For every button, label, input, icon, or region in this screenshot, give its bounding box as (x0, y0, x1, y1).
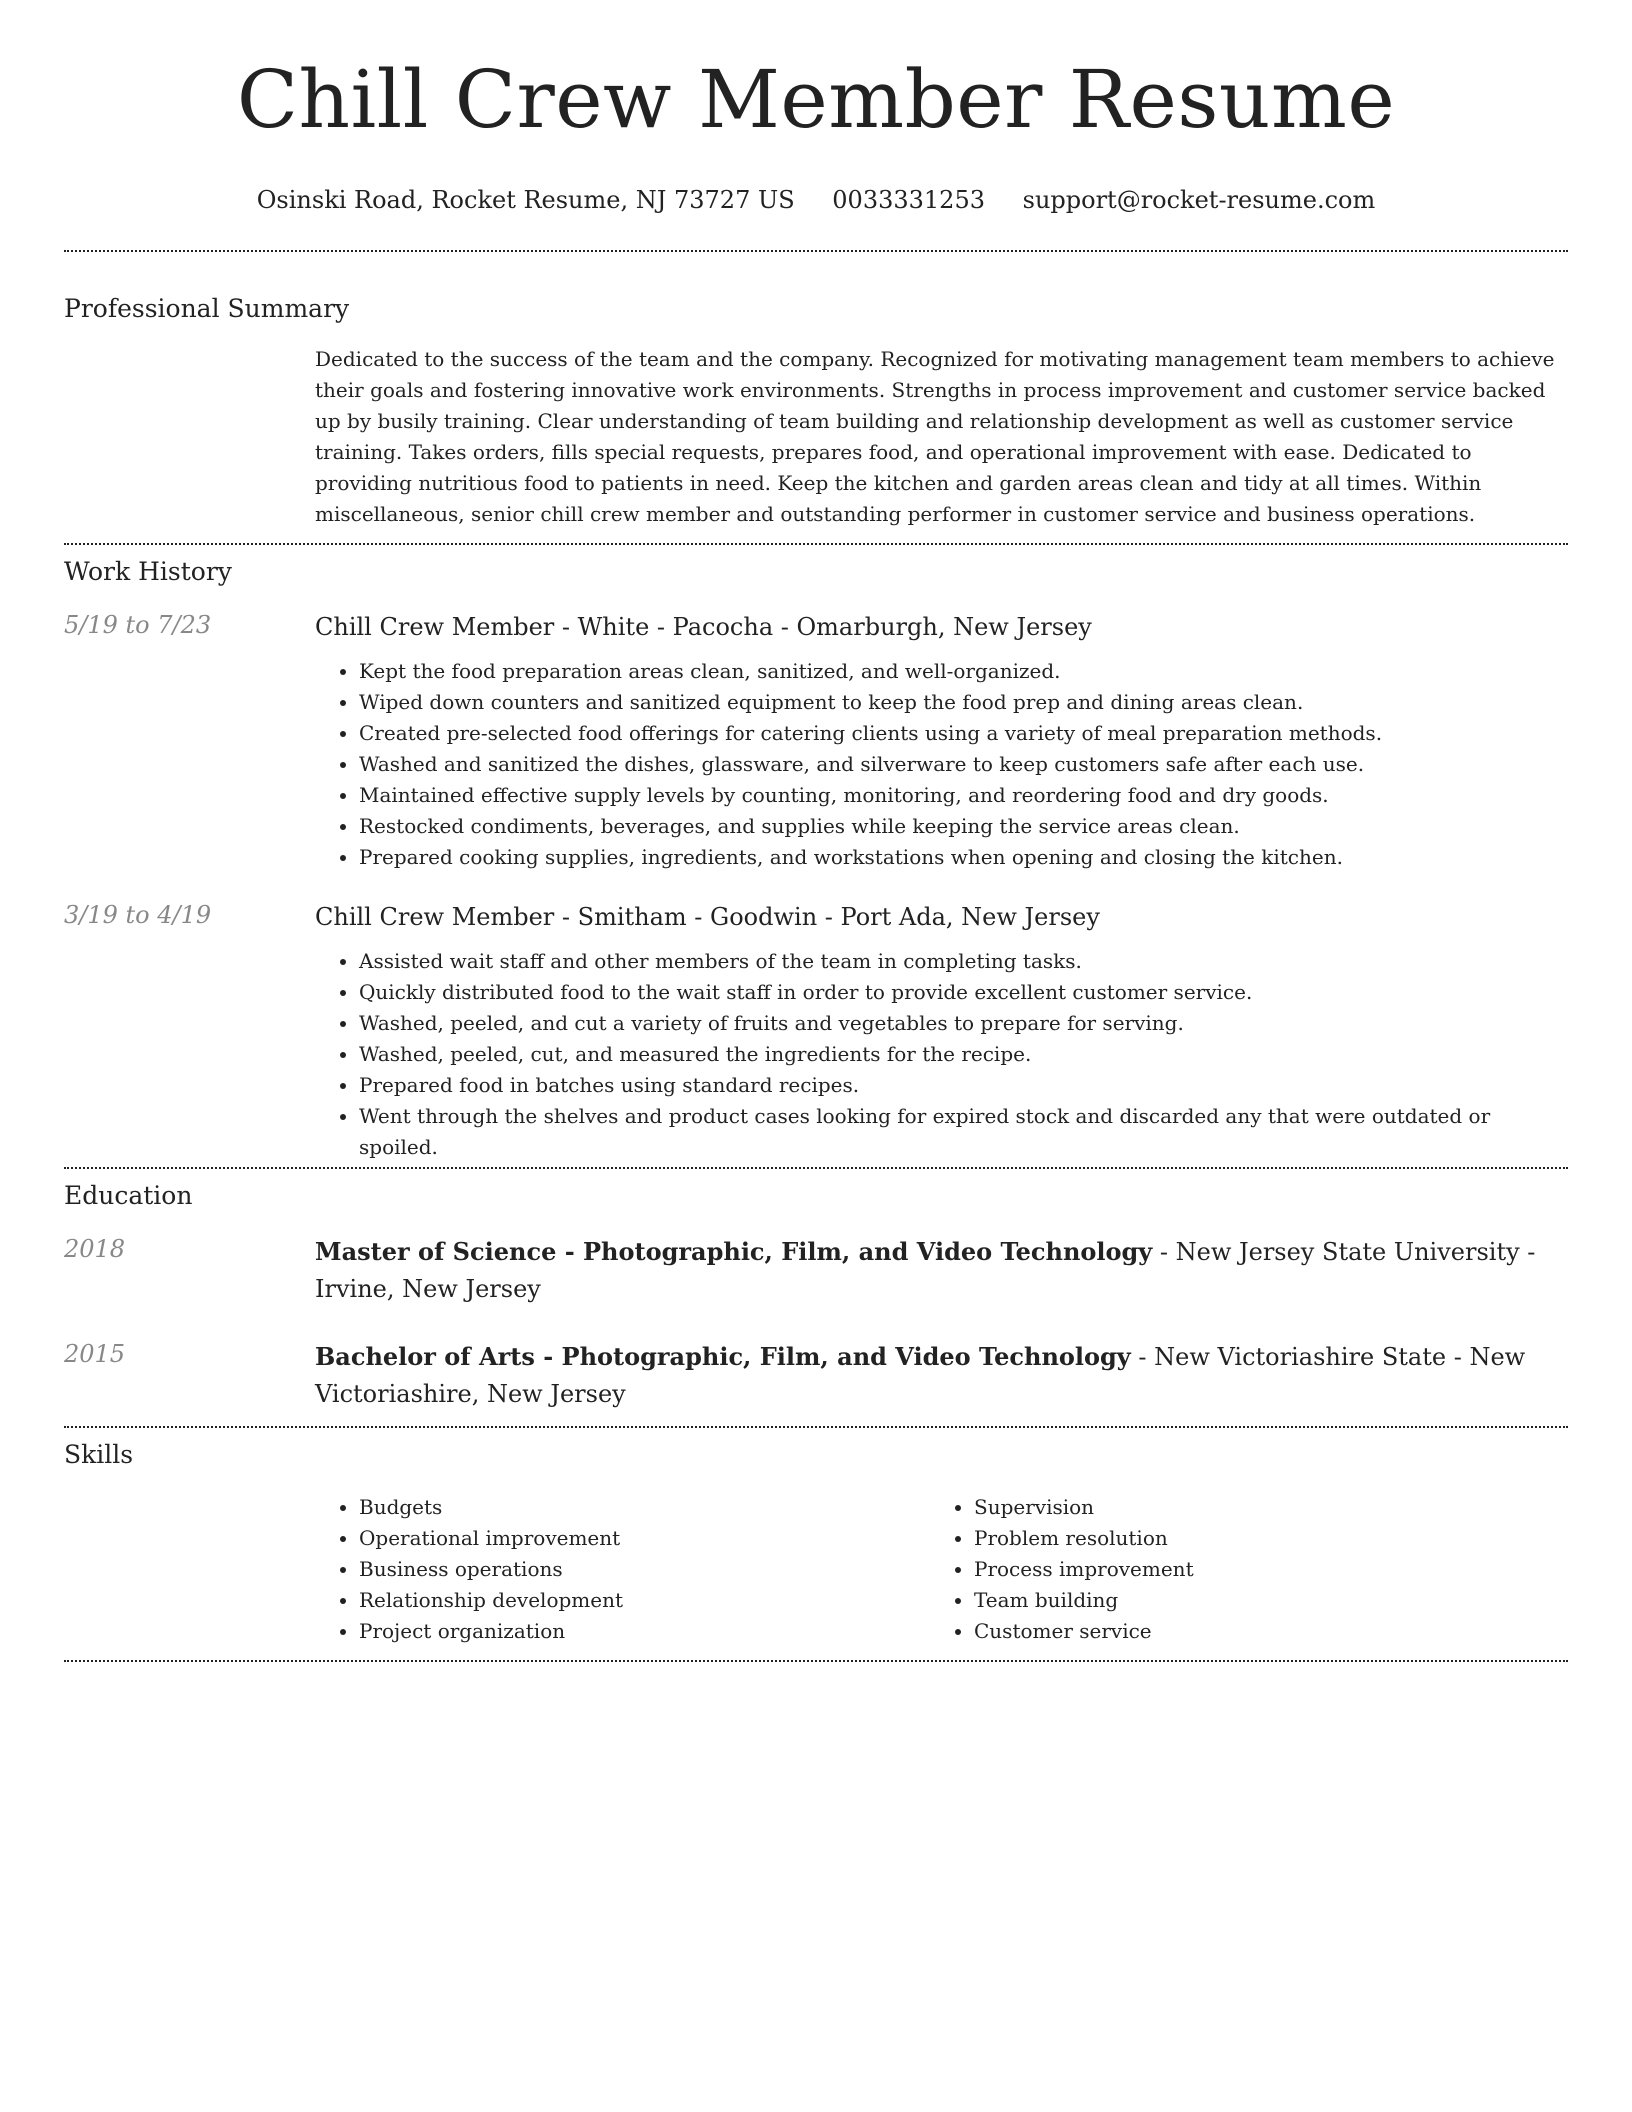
education-school: - New Victoriashire State - New Victoriashire, New Jersey (315, 1343, 1526, 1408)
job-bullet: • Quickly distributed food to the wait staff in order to provide excellent customer service. (359, 977, 1568, 1008)
summary-divider (64, 543, 1568, 545)
skills-divider (64, 1660, 1568, 1662)
job-bullet: • Maintained effective supply levels by counting, monitoring, and reordering food and dry goods. (359, 780, 1568, 811)
job-bullet: • Restocked condiments, beverages, and supplies while keeping the service areas clean. (359, 811, 1568, 842)
header-divider (64, 250, 1568, 252)
skill-item: • Relationship development (359, 1585, 930, 1616)
skills-list-left (315, 1492, 930, 1647)
summary-section (64, 292, 1568, 530)
education-entry (64, 1338, 1568, 1413)
job-bullets (315, 656, 1568, 873)
skill-item: • Problem resolution (974, 1523, 1545, 1554)
skill-item: • Operational improvement (359, 1523, 930, 1554)
resume-header (64, 0, 1568, 216)
job-bullets (315, 946, 1568, 1163)
job-bullet: • Washed and sanitized the dishes, glassware, and silverware to keep customers safe after each use. (359, 749, 1568, 780)
job-bullet: • Prepared cooking supplies, ingredients, and workstations when opening and closing the kitchen. (359, 842, 1568, 873)
skill-item: • Customer service (974, 1616, 1545, 1647)
education-degree: Master of Science - Photographic, Film, and Video Technology (315, 1237, 1153, 1266)
skill-item: • Team building (974, 1585, 1545, 1616)
skill-item: • Business operations (359, 1554, 930, 1585)
resume-title: Chill Crew Member Resume (236, 53, 1396, 146)
education-year: 2018 (64, 1235, 126, 1263)
summary-heading: Professional Summary (64, 294, 350, 323)
job-dates: 5/19 to 7/23 (64, 611, 212, 639)
job-bullet: • Wiped down counters and sanitized equipment to keep the food prep and dining areas clean. (359, 687, 1568, 718)
education-entry (64, 1233, 1568, 1308)
job-title: Chill Crew Member - White - Pacocha - Omarburgh, New Jersey (315, 613, 1092, 641)
contact-email: support@rocket-resume.com (1022, 186, 1376, 214)
education-heading: Education (64, 1181, 193, 1210)
skill-item: • Supervision (974, 1492, 1545, 1523)
job-entry (64, 609, 1568, 873)
education-degree: Bachelor of Arts - Photographic, Film, and Video Technology (315, 1342, 1131, 1371)
education-section (64, 1179, 1568, 1413)
job-bullet: • Kept the food preparation areas clean, sanitized, and well-organized. (359, 656, 1568, 687)
work-section (64, 555, 1568, 1163)
skill-item: • Project organization (359, 1616, 930, 1647)
education-divider (64, 1426, 1568, 1428)
job-dates: 3/19 to 4/19 (64, 901, 212, 929)
job-bullet: • Assisted wait staff and other members of the team in completing tasks. (359, 946, 1568, 977)
skill-item: • Process improvement (974, 1554, 1545, 1585)
contact-address: Osinski Road, Rocket Resume, NJ 73727 US (256, 186, 795, 214)
summary-text: Dedicated to the success of the team and the company. Recognized for motivating management team members to achieve their goals and fostering innovative work environments. Strengths in process improvement and customer service backed up by busily training. Clear understanding of team building and relationship development as well as customer service training. Takes orders, fills special requests, prepares food, and operational improvement with ease. Dedicated to providing nutritious food to patients in need. Keep the kitchen and garden areas clean and tidy at all times. Within miscellaneous, senior chill crew member and outstanding performer in customer service and business operations. (315, 347, 1555, 526)
skills-grid (315, 1492, 1568, 1647)
job-title: Chill Crew Member - Smitham - Goodwin - Port Ada, New Jersey (315, 903, 1100, 931)
skills-section (64, 1438, 1568, 1647)
contact-line (64, 184, 1568, 216)
job-bullet: • Created pre-selected food offerings for catering clients using a variety of meal preparation methods. (359, 718, 1568, 749)
job-bullet: • Went through the shelves and product cases looking for expired stock and discarded any that were outdated or spoiled. (359, 1101, 1568, 1163)
contact-phone: 0033331253 (832, 186, 985, 214)
skills-list-right (930, 1492, 1545, 1647)
job-bullet: • Prepared food in batches using standard recipes. (359, 1070, 1568, 1101)
work-heading: Work History (64, 557, 232, 586)
job-bullet: • Washed, peeled, and cut a variety of fruits and vegetables to prepare for serving. (359, 1008, 1568, 1039)
work-divider (64, 1167, 1568, 1169)
skill-item: • Budgets (359, 1492, 930, 1523)
job-bullet: • Washed, peeled, cut, and measured the ingredients for the recipe. (359, 1039, 1568, 1070)
skills-heading: Skills (64, 1440, 134, 1469)
education-school: - New Jersey State University - Irvine, New Jersey (315, 1238, 1536, 1303)
job-entry (64, 899, 1568, 1163)
education-year: 2015 (64, 1340, 126, 1368)
